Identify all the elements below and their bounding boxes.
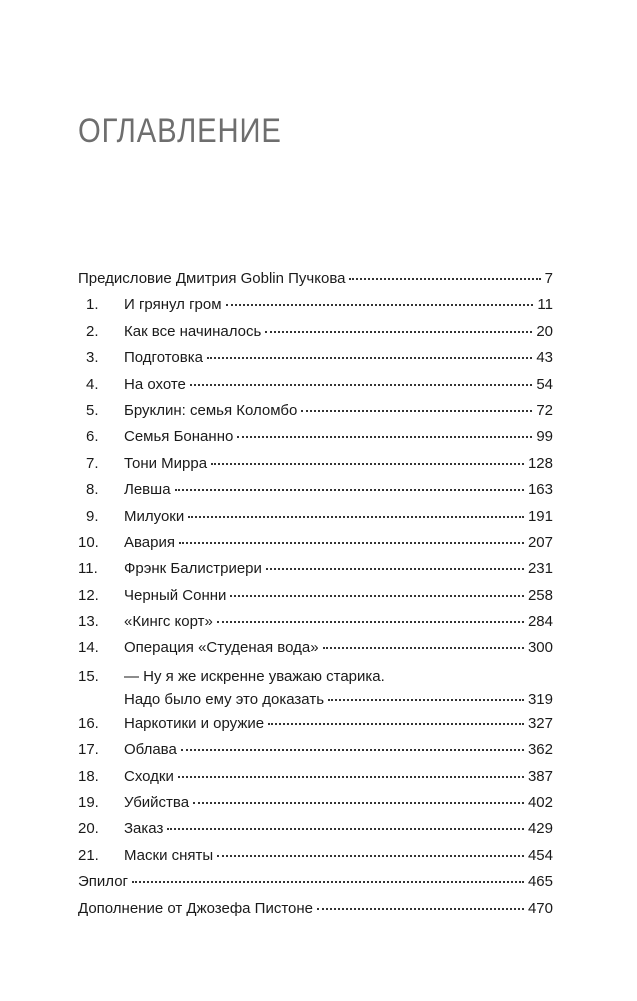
- toc-entry-title: Бруклин: семья Коломбо: [124, 401, 298, 419]
- toc-entry-title: Дополнение от Джозефа Пистоне: [78, 899, 314, 917]
- dot-leader: [323, 646, 524, 649]
- dot-leader: [230, 594, 524, 597]
- toc-entry-chapter-3[interactable]: [78, 345, 553, 371]
- toc-entry-title: И грянул гром: [124, 296, 222, 314]
- toc-page-number: 387: [527, 767, 553, 785]
- toc-entry-title: Надо было ему это доказать: [124, 690, 325, 708]
- toc-page-number: 402: [527, 794, 553, 812]
- toc-page-number: 7: [544, 270, 553, 287]
- dot-leader: [217, 854, 524, 857]
- dot-leader: [301, 409, 532, 412]
- chapter-number: 8.: [86, 481, 99, 499]
- chapter-number: 18.: [78, 767, 99, 785]
- toc-page-number: 163: [527, 481, 553, 499]
- toc-entry-title: Тони Мирра: [124, 454, 208, 472]
- toc-entry-title: Сходки: [124, 767, 174, 785]
- toc-entry-title: Операция «Студеная вода»: [124, 639, 319, 657]
- toc-page-number: 454: [527, 846, 553, 864]
- toc-entry-chapter-14[interactable]: [78, 635, 553, 661]
- toc-page-number: 191: [527, 507, 553, 525]
- toc-entry-title: Убийства: [124, 794, 190, 812]
- toc-page-number: 362: [527, 741, 553, 759]
- toc-entry-chapter-6[interactable]: [78, 424, 553, 450]
- toc-entry-title: Левша: [124, 481, 171, 499]
- dot-leader: [181, 748, 524, 751]
- toc-entry-title: Облава: [124, 741, 177, 759]
- toc-page-number: 465: [527, 873, 553, 891]
- dot-leader: [190, 383, 532, 386]
- dot-leader: [328, 698, 524, 701]
- toc-page-number: 20: [536, 322, 553, 340]
- chapter-number: 4.: [86, 375, 99, 393]
- dot-leader: [175, 488, 524, 491]
- chapter-number: 7.: [86, 454, 99, 472]
- chapter-number: 9.: [86, 507, 99, 525]
- toc-page-number: 470: [527, 899, 553, 917]
- dot-leader: [237, 435, 532, 438]
- page-title: ОГЛАВЛЕНИЕ: [78, 112, 282, 150]
- chapter-number: 21.: [78, 846, 99, 864]
- toc-entry-title: Фрэнк Балистриери: [124, 560, 262, 578]
- chapter-number: 10.: [78, 533, 99, 551]
- toc-entry-title: — Ну я же искренне уважаю старика.: [124, 667, 385, 685]
- toc-entry-chapter-12[interactable]: [78, 583, 553, 609]
- toc-entry-title: Семья Бонанно: [124, 428, 234, 446]
- dot-leader: [266, 567, 524, 570]
- toc-entry-title: Авария: [124, 533, 175, 551]
- dot-leader: [188, 515, 524, 518]
- chapter-number: 1.: [86, 296, 99, 314]
- chapter-number: 13.: [78, 613, 99, 631]
- toc-entry-title: Милуоки: [124, 507, 185, 525]
- chapter-number: 14.: [78, 639, 99, 657]
- toc-entry-chapter-2[interactable]: [78, 319, 553, 345]
- toc-entry-chapter-15-line-2[interactable]: [78, 688, 553, 711]
- chapter-number: 12.: [78, 586, 99, 604]
- chapter-number: 17.: [78, 741, 99, 759]
- toc-page-number: 207: [527, 533, 553, 551]
- chapter-number: 11.: [78, 560, 98, 578]
- toc-page-number: 300: [527, 639, 553, 657]
- chapter-number: 16.: [78, 714, 99, 732]
- chapter-number: 5.: [86, 401, 99, 419]
- chapter-number: 2.: [86, 322, 99, 340]
- dot-leader: [207, 356, 532, 359]
- toc-entry-title: Предисловие Дмитрия Goblin Пучкова: [78, 270, 346, 287]
- toc-entry-chapter-1[interactable]: [78, 292, 553, 318]
- chapter-number: 20.: [78, 820, 99, 838]
- toc-entry-title: Подготовка: [124, 349, 203, 367]
- dot-leader: [317, 907, 524, 910]
- chapter-number: 15.: [78, 667, 99, 685]
- toc-entry-chapter-7[interactable]: [78, 451, 553, 477]
- toc-page-number: 128: [527, 454, 553, 472]
- dot-leader: [265, 330, 532, 333]
- toc-page-number: 258: [527, 586, 553, 604]
- toc-entry-chapter-13[interactable]: [78, 609, 553, 635]
- toc-page-number: 11: [537, 296, 553, 314]
- toc-entry-chapter-4[interactable]: [78, 372, 553, 398]
- toc-entry-chapter-9[interactable]: [78, 504, 553, 530]
- toc-page-number: 319: [527, 690, 553, 708]
- toc-page-number: 284: [527, 613, 553, 631]
- dot-leader: [268, 722, 524, 725]
- toc-entry-title: Черный Сонни: [124, 586, 227, 604]
- toc-entry-chapter-11[interactable]: [78, 556, 553, 582]
- toc-entry-chapter-18[interactable]: [78, 764, 553, 790]
- dot-leader: [217, 620, 524, 623]
- chapter-number: 3.: [86, 349, 99, 367]
- toc-page-number: 429: [527, 820, 553, 838]
- toc-entry-chapter-19[interactable]: [78, 790, 553, 816]
- dot-leader: [193, 801, 524, 804]
- toc-entry-title: «Кингс корт»: [124, 613, 213, 631]
- dot-leader: [167, 827, 524, 830]
- toc-entry-title: На охоте: [124, 375, 186, 393]
- toc-entry-title: Эпилог: [78, 873, 129, 891]
- toc-entry-chapter-17[interactable]: [78, 737, 553, 763]
- chapter-number: 6.: [86, 428, 99, 446]
- toc-entry-appendix[interactable]: [78, 896, 553, 922]
- dot-leader: [132, 880, 524, 883]
- toc-entry-chapter-16[interactable]: [78, 711, 553, 737]
- toc-page-number: 54: [536, 375, 553, 393]
- toc-entry-chapter-21[interactable]: [78, 843, 553, 869]
- toc-entry-title: Как все начиналось: [124, 322, 262, 340]
- table-of-contents: [78, 266, 553, 922]
- dot-leader: [179, 541, 524, 544]
- dot-leader: [211, 462, 524, 465]
- toc-entry-title: Заказ: [124, 820, 164, 838]
- toc-page-number: 231: [527, 560, 553, 578]
- toc-entry-epilogue[interactable]: [78, 869, 553, 895]
- dot-leader: [349, 277, 540, 280]
- toc-entry-chapter-20[interactable]: [78, 816, 553, 842]
- chapter-number: 19.: [78, 794, 99, 812]
- toc-page-number: 72: [536, 401, 553, 419]
- dot-leader: [226, 303, 534, 306]
- toc-entry-chapter-8[interactable]: [78, 477, 553, 503]
- toc-entry-chapter-5[interactable]: [78, 398, 553, 424]
- toc-page-number: 327: [527, 714, 553, 732]
- toc-entry-chapter-10[interactable]: [78, 530, 553, 556]
- dot-leader: [178, 775, 524, 778]
- toc-entry-title: Маски сняты: [124, 846, 214, 864]
- toc-entry-preface[interactable]: [78, 266, 553, 292]
- toc-page-number: 43: [536, 349, 553, 367]
- toc-entry-chapter-15-line-1[interactable]: [78, 665, 553, 688]
- toc-entry-title: Наркотики и оружие: [124, 714, 265, 732]
- toc-page-number: 99: [536, 428, 553, 446]
